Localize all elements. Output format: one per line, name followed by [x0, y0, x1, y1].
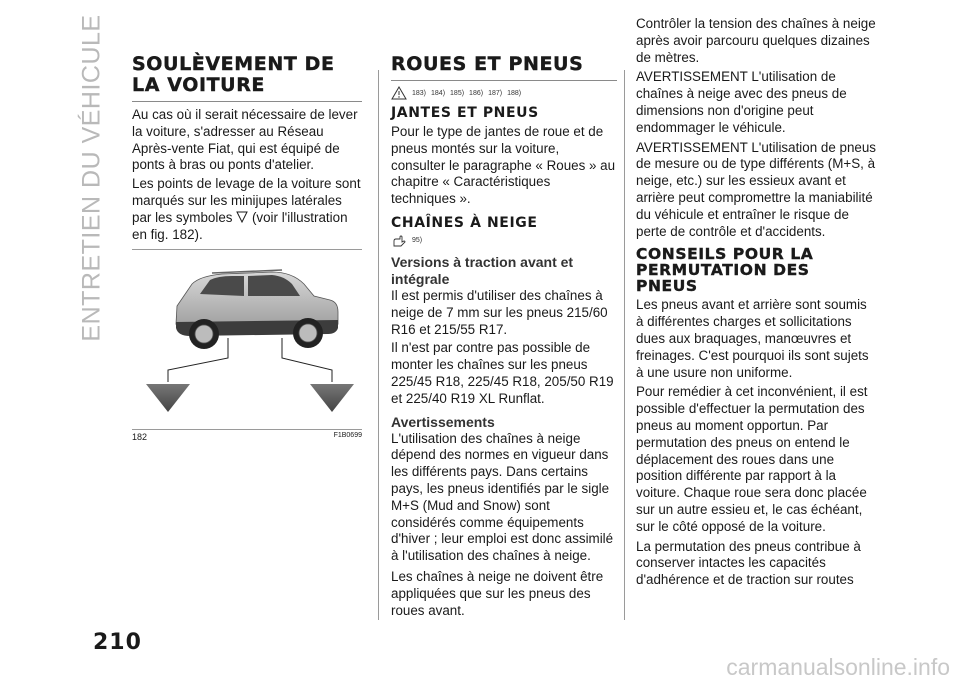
reference-number: 183) — [412, 89, 427, 97]
paragraph-text: (voir l'illustration en fig. 182). — [132, 209, 348, 242]
subheading-rims-tyres: JANTES ET PNEUS — [391, 105, 539, 121]
warning-references — [391, 86, 617, 100]
paragraph: Pour le type de jantes de roue et de pneus montés sur la voiture, consulter le paragraphe « Roues » au chapitre « Caractéristiques techniques ». — [391, 124, 616, 207]
paragraph: Les pneus avant et arrière sont soumis à différentes charges et sollicitations dues aux braquages, manœuvres et freinages. C'est pourquoi ils sont sujets à une usure non uniforme. — [636, 297, 869, 380]
paragraph: L'utilisation des chaînes à neige dépend des normes en vigueur dans les différents pays. Dans certains pays, les pneus identifiés par le sigle M+S (Mud and Snow) sont considérés comme équipements d'hiver ; leur emploi est donc assimilé à l'utilisation des chaînes à neige. — [391, 430, 614, 564]
paragraph — [132, 176, 362, 243]
reference-number: 184) — [431, 89, 446, 97]
section-heading-rotation: CONSEILS POUR LA PERMUTATION DES PNEUS — [636, 245, 814, 296]
reference-number: 187) — [488, 89, 503, 97]
subheading-versions: Versions à traction avant et intégrale — [391, 253, 574, 287]
reference-number: 185) — [450, 89, 465, 97]
watermark: carmanualsonline.info — [726, 654, 950, 680]
figure-bottom-rule — [132, 429, 362, 430]
reference-number: 186) — [469, 89, 484, 97]
paragraph: Au cas où il serait nécessaire de lever la voiture, s'adresser au Réseau Après-vente Fiat, qui est équipé de ponts à bras ou ponts d'atelier. — [132, 107, 358, 173]
chapter-title-text: ENTRETIEN DU VÉHICULE — [77, 14, 106, 342]
subheading-warnings: Avertissements — [391, 413, 495, 430]
paragraph: Contrôler la tension des chaînes à neige après avoir parcouru quelques dizaines de mètres. — [636, 16, 876, 65]
figure-caption — [132, 432, 362, 442]
section-heading-lifting: SOULÈVEMENT DE LA VOITURE — [132, 53, 335, 96]
column-divider — [624, 70, 625, 620]
car-lift-illustration-icon — [132, 254, 362, 429]
chapter-side-title — [72, 14, 112, 342]
paragraph: Il n'est par contre pas possible de monter les chaînes sur les pneus 225/45 R18, 225/45 R18, 205/50 R19 et 225/40 R19 XL Runflat. — [391, 340, 614, 406]
reference-number: 95) — [412, 237, 423, 245]
column-lifting — [132, 54, 362, 442]
paragraph: Les chaînes à neige ne doivent être appliquées que sur les pneus des roues avant. — [391, 568, 604, 618]
paragraph: Il est permis d'utiliser des chaînes à neige de 7 mm sur les pneus 215/60 R16 et 215/55 R17. — [391, 287, 608, 337]
section-heading-wheels: ROUES ET PNEUS — [391, 53, 584, 75]
figure-code: F1B0699 — [333, 432, 362, 440]
heading-rule — [132, 101, 362, 102]
column-continuation — [636, 16, 876, 591]
attention-hand-icon — [391, 234, 407, 248]
figure-top-rule — [132, 249, 362, 250]
column-divider — [378, 70, 379, 620]
lift-point-symbol-icon — [236, 211, 248, 223]
paragraph-text: Les points de levage de la voiture sont marqués sur les minijupes latérales par les symboles — [132, 176, 361, 225]
heading-rule — [391, 80, 617, 81]
figure-number: 182 — [132, 432, 148, 443]
paragraph: AVERTISSEMENT L'utilisation de pneus de mesure ou de type différents (M+S, à neige, etc.) sur les essieux avant et arrière peut compromettre la maniabilité du véhicule et entraîner le risque de perte de contrôle et d'accidents. — [636, 139, 876, 239]
page-number: 210 — [93, 630, 142, 655]
subheading-snow-chains: CHAÎNES À NEIGE — [391, 214, 538, 231]
column-wheels-tyres — [391, 54, 617, 621]
attention-reference — [391, 234, 617, 248]
paragraph: AVERTISSEMENT L'utilisation de chaînes à neige avec des pneus de dimensions non d'origine peut endommager le véhicule. — [636, 69, 847, 135]
figure-car-lifting-points — [132, 254, 362, 429]
paragraph: Pour remédier à cet inconvénient, il est possible d'effectuer la permutation des pneus au moment opportun. Par permutation des pneus on entend le déplacement des roues dans une position différente par rapport à la voiture. Chaque roue sera donc placée sur un autre essieu et, le cas échéant, sur le côté opposé de la voiture. — [636, 384, 868, 534]
paragraph: La permutation des pneus contribue à conserver intactes les capacités d'adhérence et de traction sur routes — [636, 538, 861, 588]
warning-triangle-icon — [391, 86, 407, 100]
reference-number: 188) — [507, 89, 522, 97]
